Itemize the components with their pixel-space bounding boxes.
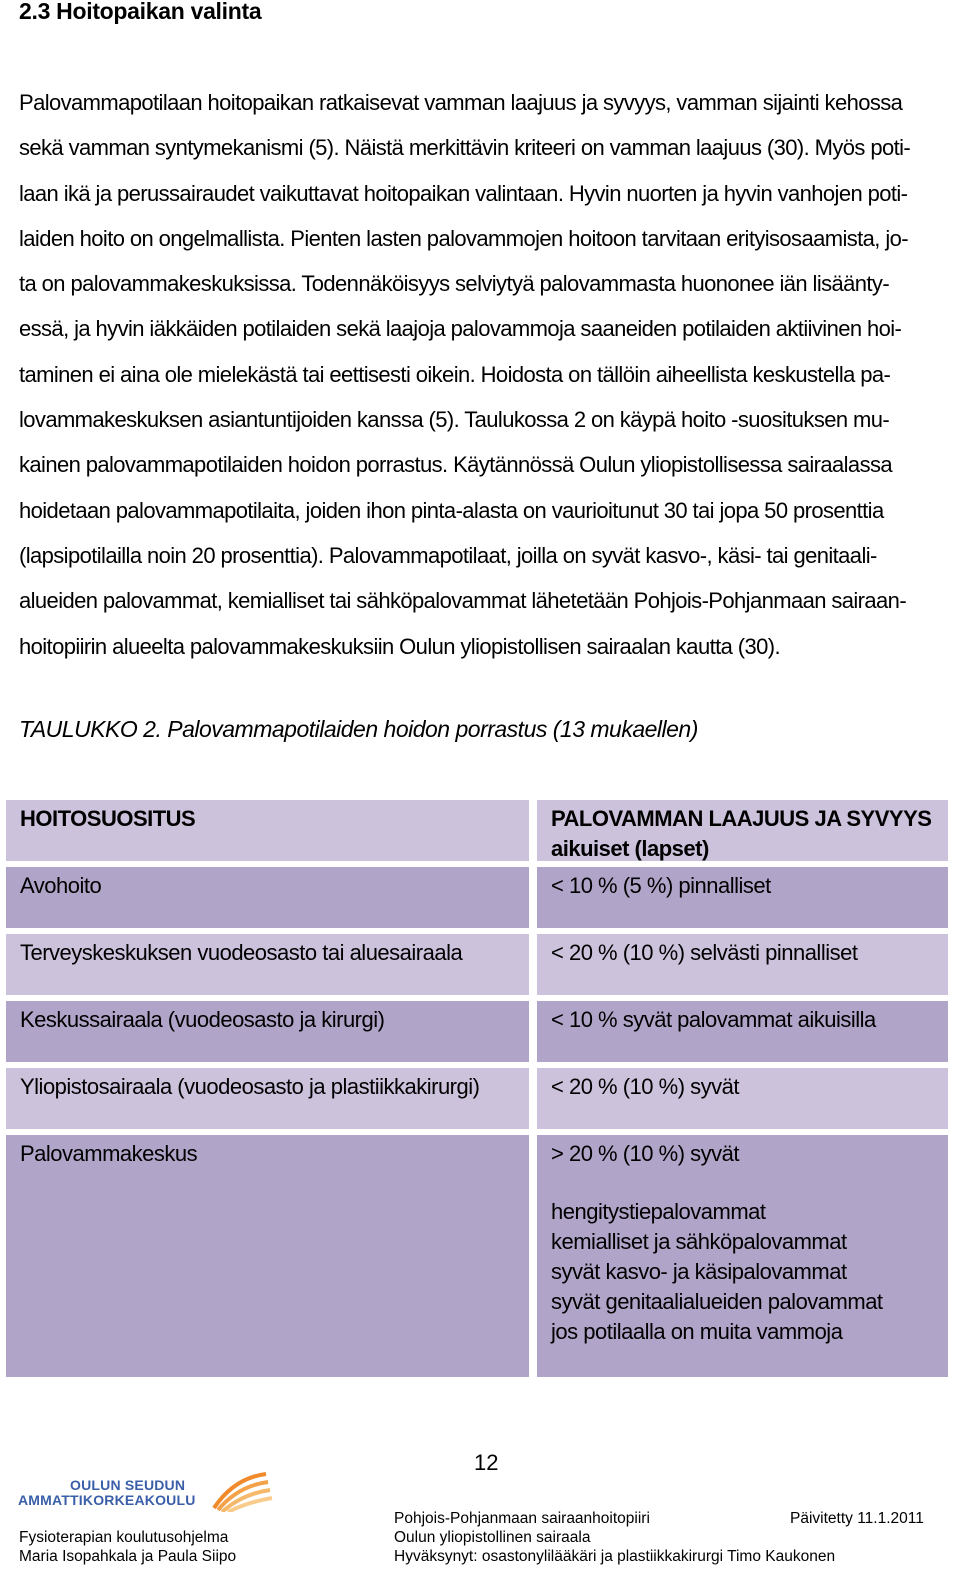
table-cell: Yliopistosairaala (vuodeosasto ja plastiikkakirurgi) [6, 1068, 529, 1129]
footer-hospital: Oulun yliopistollinen sairaala [394, 1529, 591, 1546]
table-header-row [6, 800, 948, 861]
school-logo [18, 1470, 278, 1515]
table-cell: < 20 % (10 %) syvät [537, 1068, 948, 1129]
body-paragraph [19, 80, 955, 669]
list-item: jos potilaalla on muita vammoja [551, 1319, 843, 1344]
table-cell: < 20 % (10 %) selvästi pinnalliset [537, 934, 948, 995]
paragraph-line: hoidetaan palovammapotilaita, joiden ihon pinta-alasta on vaurioitunut 30 tai jopa 50 prosenttia [19, 497, 884, 523]
footer-approved: Hyväksynyt: osastonylilääkäri ja plastiikkakirurgi Timo Kaukonen [394, 1548, 836, 1565]
footer-district: Pohjois-Pohjanmaan sairaanhoitopiiri [394, 1510, 650, 1527]
footer-updated: Päivitetty 11.1.2011 [790, 1510, 924, 1527]
header-cell-extent: PALOVAMMAN LAAJUUS JA SYVYYS aikuiset (lapset) [537, 800, 948, 861]
paragraph-line: Palovammapotilaan hoitopaikan ratkaisevat vamman laajuus ja syvyys, vamman sijainti kehossa [19, 90, 903, 115]
header-cell-recommendation: HOITOSUOSITUS [6, 800, 529, 861]
paragraph-line: alueiden palovammat, kemialliset tai sähköpalovammat lähetetään Pohjois-Pohjanmaan sairaan- [19, 588, 907, 614]
footer-authors: Maria Isopahkala ja Paula Siipo [19, 1548, 237, 1565]
list-item: kemialliset ja sähköpalovammat [551, 1229, 847, 1254]
paragraph-line: ta on palovammakeskuksissa. Todennäköisyys selviytyä palovammasta huononee iän lisäänty- [19, 271, 890, 297]
table-row [6, 1068, 948, 1129]
table-cell: Terveyskeskuksen vuodeosasto tai aluesairaala [6, 934, 529, 995]
table-row [6, 934, 948, 995]
list-item: hengitystiepalovammat [551, 1199, 766, 1224]
burn-center-extra-list [551, 1197, 934, 1347]
table-row [6, 867, 948, 928]
table-cell: Keskussairaala (vuodeosasto ja kirurgi) [6, 1001, 529, 1062]
paragraph-line: hoitopiirin alueelta palovammakeskuksiin Oulun yliopistollisen sairaalan kautta (30). [19, 633, 780, 659]
table-cell: < 10 % syvät palovammat aikuisilla [537, 1001, 948, 1062]
table-caption: TAULUKKO 2. Palovammapotilaiden hoidon porrastus (13 mukaellen) [19, 716, 698, 742]
table-cell: Palovammakeskus [6, 1135, 529, 1377]
page-number: 12 [474, 1450, 499, 1475]
burn-center-criterion: > 20 % (10 %) syvät [551, 1141, 739, 1166]
section-heading: 2.3 Hoitopaikan valinta [19, 0, 262, 24]
logo-flame-icon [204, 1470, 274, 1512]
footer-program: Fysioterapian koulutusohjelma [19, 1529, 229, 1546]
logo-text: OULUN SEUDUN AMMATTIKORKEAKOULU [18, 1477, 196, 1508]
paragraph-line: (lapsipotilailla noin 20 prosenttia). Palovammapotilaat, joilla on syvät kasvo-, käsi- tai genitaali- [19, 542, 877, 568]
paragraph-line: lovammakeskuksen asiantuntijoiden kanssa (5). Taulukossa 2 on käypä hoito -suosituksen mu- [19, 407, 890, 433]
paragraph-line: essä, ja hyvin iäkkäiden potilaiden sekä laajoja palovammoja saaneiden potilaiden aktiivinen hoi- [19, 316, 902, 342]
table-cell: Avohoito [6, 867, 529, 928]
list-item: syvät genitaalialueiden palovammat [551, 1289, 883, 1314]
paragraph-line: taminen ei aina ole mielekästä tai eettisesti oikein. Hoidosta on tällöin aiheellista keskustella pa- [19, 361, 891, 387]
paragraph-line: kainen palovammapotilaiden hoidon porrastus. Käytännössä Oulun yliopistollisessa sairaalassa [19, 452, 893, 478]
paragraph-line: sekä vamman syntymekanismi (5). Näistä merkittävin kriteeri on vamman laajuus (30). Myös poti- [19, 135, 911, 161]
table-row [6, 1001, 948, 1062]
footer-middle [394, 1509, 835, 1566]
table-row [6, 1135, 948, 1377]
table-cell-burn-center [537, 1135, 948, 1377]
paragraph-line: laan ikä ja perussairaudet vaikuttavat hoitopaikan valintaan. Hyvin nuorten ja hyvin vanhojen poti- [19, 180, 908, 206]
list-item: syvät kasvo- ja käsipalovammat [551, 1259, 847, 1284]
table-cell: < 10 % (5 %) pinnalliset [537, 867, 948, 928]
care-level-table [6, 800, 948, 1383]
footer-left [19, 1528, 236, 1566]
footer-right [790, 1509, 924, 1528]
paragraph-line: laiden hoito on ongelmallista. Pienten lasten palovammojen hoitoon tarvitaan erityisosaamista, jo- [19, 225, 908, 251]
